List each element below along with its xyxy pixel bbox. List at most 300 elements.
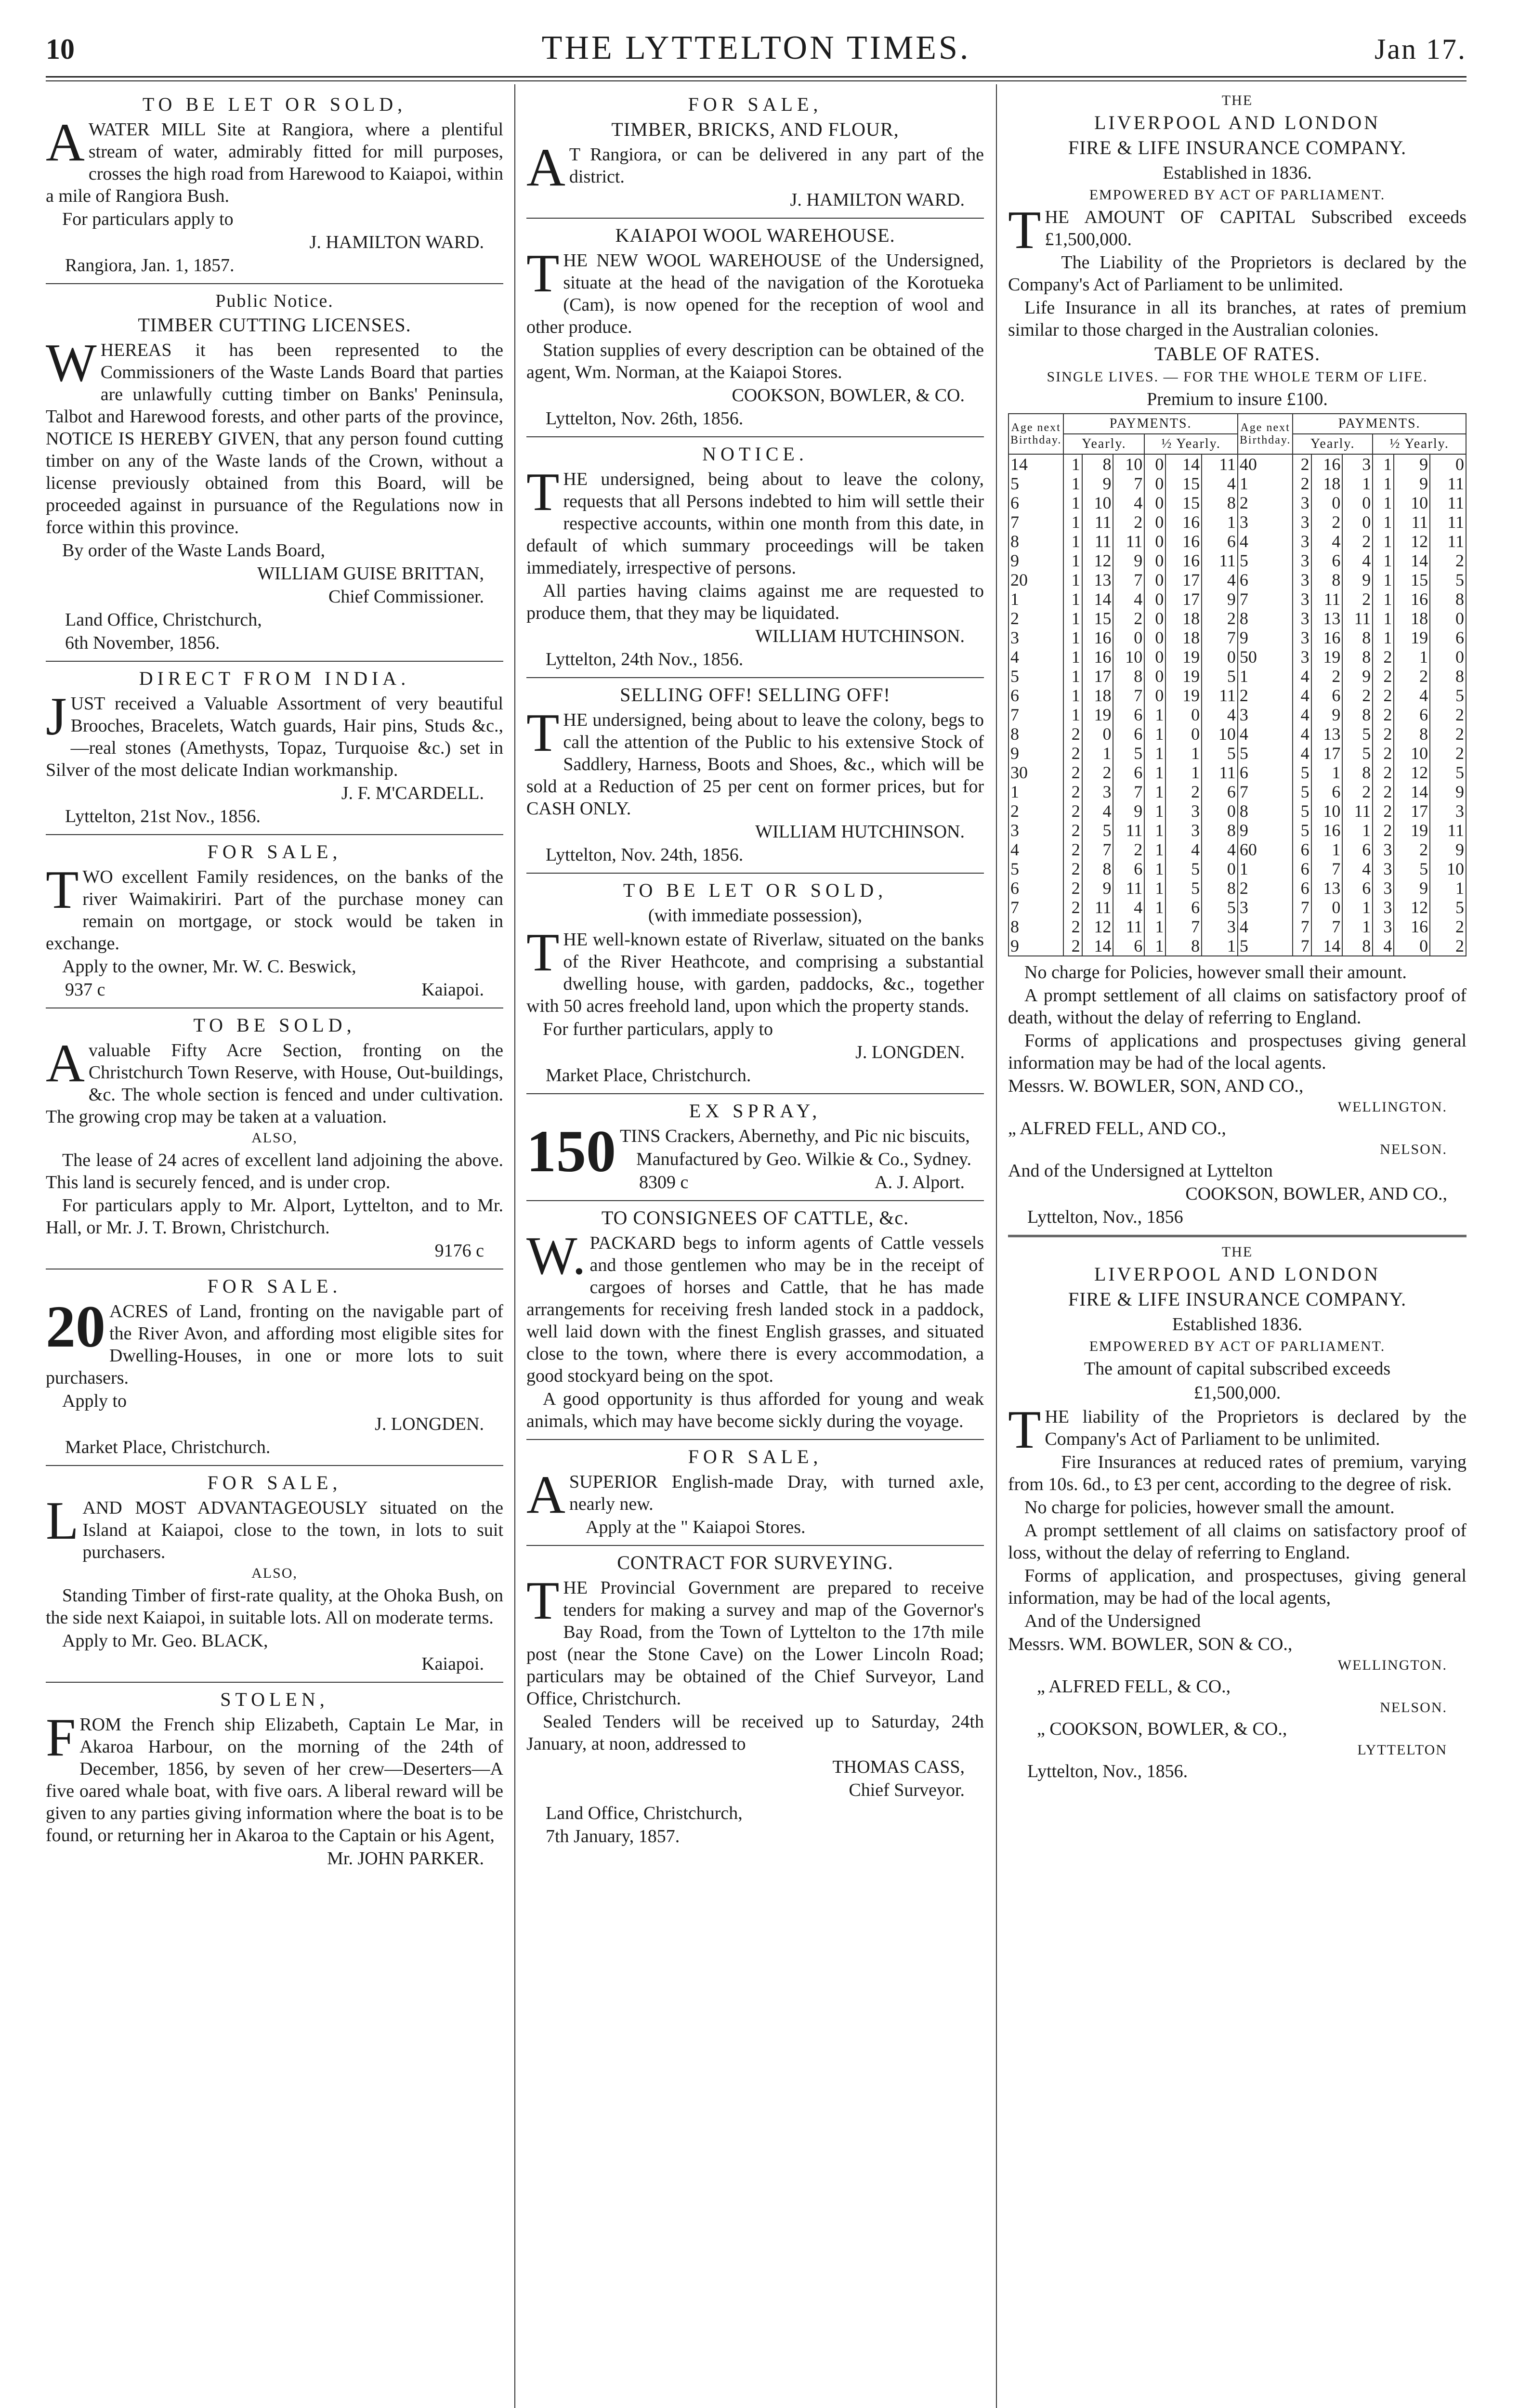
rate-cell: 4	[1082, 801, 1113, 821]
agent-line: Messrs. WM. BOWLER, SON & CO.,	[1008, 1634, 1293, 1654]
rate-cell: 9	[1430, 782, 1466, 801]
rate-cell: 0	[1144, 686, 1165, 705]
rate-cell: 1	[1082, 744, 1113, 763]
rates-row	[1008, 782, 1466, 801]
age-cell: 1	[1238, 667, 1293, 686]
ad-date: Market Place, Christchurch.	[546, 1065, 751, 1086]
rate-cell: 5	[1113, 744, 1144, 763]
rate-cell: 3	[1430, 801, 1466, 821]
rate-cell: 0	[1144, 551, 1165, 570]
age-cell: 8	[1008, 917, 1063, 936]
age-cell: 14	[1008, 454, 1063, 474]
drop-cap: T	[46, 860, 79, 920]
rate-cell: 14	[1394, 551, 1430, 570]
rate-cell: 1	[1063, 705, 1082, 724]
ad-date: Land Office, Christchurch,	[65, 610, 262, 630]
rate-cell: 1	[1144, 859, 1165, 878]
rate-cell: 11	[1082, 898, 1113, 917]
ad-paragraph: No charge for policies, however small the amount.	[1024, 1497, 1395, 1518]
rate-cell: 1	[1063, 609, 1082, 628]
rate-cell: 13	[1082, 570, 1113, 589]
rate-cell: 19	[1082, 705, 1113, 724]
ad-signature: COOKSON, BOWLER, & CO.	[732, 385, 965, 406]
advertisement	[526, 93, 984, 211]
rates-row	[1008, 647, 1466, 667]
age-cell: 6	[1238, 570, 1293, 589]
rate-cell: 16	[1394, 917, 1430, 936]
advertisement	[46, 290, 503, 654]
rate-cell: 4	[1165, 840, 1202, 859]
ad-paragraph: For particulars apply to	[62, 209, 234, 229]
age-cell: 20	[1008, 570, 1063, 589]
rate-cell: 5	[1293, 763, 1311, 782]
rate-cell: 14	[1311, 936, 1343, 956]
rate-cell: 1	[1373, 609, 1394, 628]
rate-cell: 1	[1373, 512, 1394, 532]
rate-cell: 9	[1202, 589, 1238, 609]
age-cell: 1	[1008, 782, 1063, 801]
rates-row	[1008, 801, 1466, 821]
rate-cell: 16	[1165, 532, 1202, 551]
rate-cell: 5	[1430, 763, 1466, 782]
ad-subtitle: (with immediate possession),	[648, 905, 863, 926]
rate-cell: 0	[1165, 705, 1202, 724]
separator	[526, 677, 984, 678]
age-cell: 60	[1238, 840, 1293, 859]
ad-title: TIMBER CUTTING LICENSES.	[138, 314, 411, 336]
rates-row	[1008, 878, 1466, 898]
ad-title: CONTRACT FOR SURVEYING.	[617, 1552, 893, 1573]
ad-date: Market Place, Christchurch.	[65, 1437, 271, 1457]
rate-cell: 3	[1293, 493, 1311, 512]
rate-cell: 6	[1430, 628, 1466, 647]
ad-paragraph: The lease of 24 acres of excellent land adjoining the above. This land is securely fenced, and is under crop.	[46, 1150, 503, 1192]
ad-signature: WILLIAM HUTCHINSON.	[755, 626, 965, 646]
advertisement	[526, 443, 984, 670]
rate-cell: 1	[1144, 724, 1165, 744]
rate-cell: 8	[1430, 667, 1466, 686]
payments-header: PAYMENTS.	[1293, 414, 1466, 434]
rate-cell: 11	[1311, 589, 1343, 609]
rate-cell: 2	[1373, 686, 1394, 705]
rate-cell: 5	[1430, 686, 1466, 705]
ad-also: ALSO,	[251, 1565, 298, 1581]
rate-cell: 8	[1202, 821, 1238, 840]
advertisement	[526, 1552, 984, 1847]
rate-cell: 1	[1373, 551, 1394, 570]
rate-cell: 1	[1394, 647, 1430, 667]
age-cell: 7	[1008, 705, 1063, 724]
rate-cell: 16	[1082, 647, 1113, 667]
rate-cell: 1	[1144, 878, 1165, 898]
newspaper-title: THE LYTTELTON TIMES.	[541, 29, 971, 66]
rate-cell: 1	[1373, 454, 1394, 474]
payments-header: PAYMENTS.	[1063, 414, 1238, 434]
ad-pretitle: THE	[1221, 1244, 1253, 1260]
agent-line: Messrs. W. BOWLER, SON, AND CO.,	[1008, 1076, 1304, 1096]
table-subtitle: SINGLE LIVES. — FOR THE WHOLE TERM OF LIFE.	[1047, 369, 1428, 385]
rate-cell: 1	[1144, 801, 1165, 821]
rate-cell: 6	[1311, 551, 1343, 570]
separator	[526, 1093, 984, 1094]
drop-cap: T	[1008, 1400, 1041, 1460]
rate-cell: 3	[1293, 551, 1311, 570]
ad-paragraph: A good opportunity is thus afforded for young and weak animals, which may have become sickly during the voyage.	[526, 1389, 984, 1431]
ad-paragraph: Standing Timber of first-rate quality, at the Ohoka Bush, on the side next Kaiapoi, in suitable lots. All on moderate terms.	[46, 1585, 503, 1628]
rate-cell: 4	[1293, 686, 1311, 705]
ad-place: A. J. Alport.	[875, 1172, 965, 1192]
agent-line: „ ALFRED FELL, AND CO.,	[1008, 1118, 1226, 1139]
ad-title: FOR SALE.	[207, 1275, 342, 1297]
rate-cell: 1	[1430, 878, 1466, 898]
rate-cell: 1	[1311, 763, 1343, 782]
rate-cell: 1	[1063, 474, 1082, 493]
ad-title: STOLEN,	[220, 1688, 329, 1710]
advertisement	[46, 667, 503, 827]
rate-cell: 0	[1165, 724, 1202, 744]
rates-row	[1008, 898, 1466, 917]
rate-cell: 15	[1165, 474, 1202, 493]
rate-cell: 1	[1342, 474, 1373, 493]
rate-cell: 9	[1394, 474, 1430, 493]
age-cell: 3	[1008, 821, 1063, 840]
rate-cell: 0	[1144, 454, 1165, 474]
rate-cell: 14	[1165, 454, 1202, 474]
rate-cell: 0	[1144, 532, 1165, 551]
ad-signature: J. HAMILTON WARD.	[790, 190, 965, 210]
rate-cell: 19	[1165, 647, 1202, 667]
drop-cap: A	[46, 113, 85, 172]
ad-title: FOR SALE,	[207, 841, 342, 863]
rate-cell: 4	[1394, 686, 1430, 705]
ad-signature: WILLIAM GUISE BRITTAN,	[257, 563, 484, 584]
rate-cell: 2	[1373, 821, 1394, 840]
ad-signature: COOKSON, BOWLER, AND CO.,	[1185, 1184, 1447, 1204]
ad-paragraph: HE Provincial Government are prepared to receive tenders for making a survey and map of the Governor's Bay Road, from the Town of Lyttelton to the 17th mile post (near the Stone Cave) on the Lower Lincoln Road; particulars may be obtained of the Chief Surveyor, Land Office, Christchurch.	[526, 1578, 984, 1709]
rate-cell: 2	[1373, 724, 1394, 744]
agent-place: WELLINGTON.	[1337, 1099, 1447, 1115]
rate-cell: 1	[1144, 821, 1165, 840]
rate-cell: 19	[1311, 647, 1343, 667]
rate-cell: 11	[1113, 917, 1144, 936]
ad-paragraph: T Rangiora, or can be delivered in any part of the district.	[569, 144, 984, 187]
ad-footer	[46, 1240, 503, 1262]
rate-cell: 1	[1063, 493, 1082, 512]
rate-cell: 2	[1293, 454, 1311, 474]
ad-capital: The amount of capital subscribed exceeds	[1084, 1359, 1391, 1379]
rate-cell: 3	[1373, 878, 1394, 898]
rate-cell: 4	[1113, 589, 1144, 609]
rate-cell: 11	[1113, 878, 1144, 898]
rates-row	[1008, 589, 1466, 609]
rates-row	[1008, 821, 1466, 840]
ad-paragraph: AND MOST ADVANTAGEOUSLY situated on the Island at Kaiapoi, close to the town, in lots to suit purchasers.	[82, 1498, 503, 1562]
rate-cell: 7	[1082, 840, 1113, 859]
rate-cell: 1	[1063, 628, 1082, 647]
rate-cell: 4	[1293, 705, 1311, 724]
rate-cell: 1	[1063, 512, 1082, 532]
rate-cell: 7	[1202, 628, 1238, 647]
yearly-header: Yearly.	[1293, 434, 1373, 454]
ad-paragraph: ACRES of Land, fronting on the navigable part of the River Avon, and affording most eligible sites for Dwelling-Houses, in one or more lots to suit purchasers.	[46, 1301, 503, 1388]
ad-title-2: FIRE & LIFE INSURANCE COMPANY.	[1068, 137, 1407, 158]
rate-cell: 16	[1165, 512, 1202, 532]
rate-cell: 5	[1082, 821, 1113, 840]
rate-cell: 1	[1342, 917, 1373, 936]
column-divider	[514, 84, 515, 2408]
rate-cell: 3	[1082, 782, 1113, 801]
rate-cell: 2	[1202, 609, 1238, 628]
rate-cell: 18	[1165, 628, 1202, 647]
drop-cap: T	[526, 703, 560, 763]
rates-row	[1008, 551, 1466, 570]
age-cell: 50	[1238, 647, 1293, 667]
age-cell: 2	[1008, 801, 1063, 821]
agent-place: NELSON.	[1380, 1141, 1447, 1157]
rate-cell: 1	[1342, 821, 1373, 840]
rate-cell: 13	[1311, 609, 1343, 628]
rate-cell: 15	[1165, 493, 1202, 512]
rate-cell: 11	[1430, 532, 1466, 551]
rate-cell: 1	[1202, 936, 1238, 956]
separator	[46, 283, 503, 284]
ad-title-2: TIMBER, BRICKS, AND FLOUR,	[611, 118, 899, 140]
rate-cell: 1	[1202, 512, 1238, 532]
rate-cell: 8	[1082, 454, 1113, 474]
rate-cell: 18	[1165, 609, 1202, 628]
age-cell: 1	[1008, 589, 1063, 609]
rate-cell: 19	[1394, 628, 1430, 647]
rate-cell: 10	[1394, 493, 1430, 512]
separator	[526, 1200, 984, 1201]
rate-cell: 4	[1202, 705, 1238, 724]
rate-cell: 1	[1063, 667, 1082, 686]
rate-cell: 2	[1373, 647, 1394, 667]
rate-cell: 15	[1394, 570, 1430, 589]
rate-cell: 1	[1373, 532, 1394, 551]
rate-cell: 0	[1144, 647, 1165, 667]
age-cell: 3	[1008, 628, 1063, 647]
ad-title: EX SPRAY,	[689, 1100, 822, 1122]
rate-cell: 4	[1342, 551, 1373, 570]
ad-empowered: EMPOWERED BY ACT OF PARLIAMENT.	[1089, 187, 1386, 203]
rate-cell: 9	[1394, 454, 1430, 474]
rates-row	[1008, 840, 1466, 859]
ad-signature: J. F. M'CARDELL.	[341, 783, 484, 803]
rate-cell: 6	[1113, 724, 1144, 744]
rate-cell: 7	[1113, 782, 1144, 801]
rate-cell: 12	[1394, 763, 1430, 782]
rate-cell: 0	[1394, 936, 1430, 956]
rate-cell: 10	[1082, 493, 1113, 512]
age-cell: 3	[1238, 705, 1293, 724]
age-cell: 2	[1238, 686, 1293, 705]
rate-cell: 1	[1144, 763, 1165, 782]
rate-cell: 1	[1165, 763, 1202, 782]
rate-cell: 0	[1202, 859, 1238, 878]
ad-paragraph: Apply to	[62, 1391, 127, 1411]
ad-signature: J. LONGDEN.	[855, 1042, 965, 1062]
rate-cell: 11	[1430, 821, 1466, 840]
ad-date: Land Office, Christchurch,	[546, 1803, 743, 1823]
rate-cell: 2	[1063, 859, 1082, 878]
rate-cell: 8	[1082, 859, 1113, 878]
rate-cell: 2	[1063, 724, 1082, 744]
ad-paragraph: Station supplies of every description can be obtained of the agent, Wm. Norman, at the Kaiapoi Stores.	[526, 340, 984, 382]
age-cell: 9	[1238, 821, 1293, 840]
rate-cell: 1	[1144, 840, 1165, 859]
rate-cell: 0	[1430, 454, 1466, 474]
ad-paragraph: valuable Fifty Acre Section, fronting on the Christchurch Town Reserve, with House, Out-buildings, &c. The whole section is fenced and under cultivation. The growing crop may be taken at a valuation.	[46, 1040, 503, 1127]
rate-cell: 2	[1063, 801, 1082, 821]
ad-paragraph: Sealed Tenders will be received up to Saturday, 24th January, at noon, addressed to	[526, 1712, 984, 1754]
drop-cap: T	[1008, 200, 1041, 260]
rate-cell: 6	[1202, 532, 1238, 551]
age-cell: 6	[1008, 686, 1063, 705]
rate-cell: 0	[1144, 474, 1165, 493]
rate-cell: 0	[1202, 647, 1238, 667]
rate-cell: 9	[1082, 474, 1113, 493]
ad-paragraph: And of the Undersigned	[1024, 1611, 1201, 1631]
rate-cell: 4	[1202, 474, 1238, 493]
rate-cell: 1	[1144, 917, 1165, 936]
rate-cell: 2	[1063, 744, 1082, 763]
rate-cell: 6	[1311, 686, 1343, 705]
rates-row	[1008, 936, 1466, 956]
ad-reference: 8309 c	[639, 1172, 689, 1192]
rate-cell: 9	[1342, 570, 1373, 589]
ad-paragraph: Apply to Mr. Geo. BLACK,	[62, 1631, 268, 1651]
rate-cell: 5	[1430, 570, 1466, 589]
ad-paragraph: Apply to the owner, Mr. W. C. Beswick,	[62, 956, 356, 977]
rate-cell: 10	[1311, 801, 1343, 821]
rate-cell: 11	[1082, 532, 1113, 551]
page-number: 10	[46, 33, 75, 65]
age-cell: 8	[1238, 609, 1293, 628]
rate-cell: 1	[1373, 570, 1394, 589]
ad-title: SELLING OFF! SELLING OFF!	[620, 684, 890, 706]
rate-cell: 5	[1342, 724, 1373, 744]
rate-cell: 2	[1063, 936, 1082, 956]
rate-cell: 7	[1293, 917, 1311, 936]
age-cell: 5	[1238, 551, 1293, 570]
ad-established: Established in 1836.	[1163, 163, 1312, 183]
ad-paragraph: Manufactured by Geo. Wilkie & Co., Sydney.	[636, 1149, 972, 1169]
advertisement	[526, 224, 984, 430]
advertisement	[46, 93, 503, 276]
age-cell: 8	[1008, 532, 1063, 551]
rate-cell: 16	[1311, 454, 1343, 474]
age-cell: 7	[1238, 589, 1293, 609]
half-yearly-header: ½ Yearly.	[1373, 434, 1466, 454]
rates-row	[1008, 686, 1466, 705]
ad-date: Lyttelton, 24th Nov., 1856.	[546, 649, 744, 669]
rate-cell: 2	[1373, 744, 1394, 763]
rate-cell: 19	[1165, 667, 1202, 686]
rate-cell: 19	[1394, 821, 1430, 840]
drop-cap: L	[46, 1491, 79, 1551]
rate-cell: 2	[1113, 840, 1144, 859]
ad-date: Lyttelton, 21st Nov., 1856.	[65, 806, 261, 826]
rate-cell: 1	[1063, 532, 1082, 551]
rate-cell: 5	[1165, 859, 1202, 878]
ad-paragraph: For further particulars, apply to	[543, 1019, 773, 1039]
age-cell: 2	[1238, 493, 1293, 512]
rate-cell: 6	[1202, 782, 1238, 801]
rate-cell: 1	[1063, 589, 1082, 609]
age-cell: 8	[1238, 801, 1293, 821]
rate-cell: 2	[1082, 763, 1113, 782]
rate-cell: 18	[1082, 686, 1113, 705]
rate-cell: 8	[1394, 724, 1430, 744]
rate-cell: 1	[1165, 744, 1202, 763]
ad-place: Kaiapoi.	[421, 1654, 484, 1674]
rate-cell: 0	[1430, 647, 1466, 667]
advertisement	[526, 1100, 984, 1193]
age-cell: 6	[1008, 878, 1063, 898]
age-cell: 6	[1238, 763, 1293, 782]
rate-cell: 9	[1113, 551, 1144, 570]
separator	[526, 218, 984, 219]
ad-title: FOR SALE,	[688, 1446, 823, 1467]
rate-cell: 1	[1063, 551, 1082, 570]
rate-cell: 7	[1113, 686, 1144, 705]
rate-cell: 4	[1202, 840, 1238, 859]
rate-cell: 8	[1311, 570, 1343, 589]
column-3	[1008, 92, 1467, 2403]
rate-cell: 0	[1144, 512, 1165, 532]
ad-reference: 937 c	[65, 980, 105, 1000]
rate-cell: 16	[1311, 628, 1343, 647]
age-cell: 7	[1008, 898, 1063, 917]
rate-cell: 2	[1113, 609, 1144, 628]
rate-cell: 1	[1063, 454, 1082, 474]
rate-cell: 9	[1113, 801, 1144, 821]
rates-row	[1008, 570, 1466, 589]
ad-paragraph: The Liability of the Proprietors is declared by the Company's Act of Parliament to be unlimited.	[1008, 252, 1467, 295]
rates-row	[1008, 493, 1466, 512]
age-cell: 9	[1008, 744, 1063, 763]
rates-row	[1008, 705, 1466, 724]
agent-place: NELSON.	[1380, 1700, 1447, 1715]
agent-place: WELLINGTON.	[1337, 1657, 1447, 1673]
rate-cell: 16	[1394, 589, 1430, 609]
rate-cell: 5	[1165, 878, 1202, 898]
rate-cell: 2	[1430, 705, 1466, 724]
rate-cell: 0	[1082, 724, 1113, 744]
drop-cap: T	[526, 244, 560, 303]
advertisement	[526, 879, 984, 1086]
rate-cell: 17	[1082, 667, 1113, 686]
separator	[526, 873, 984, 874]
rate-cell: 7	[1311, 859, 1343, 878]
rate-cell: 17	[1165, 589, 1202, 609]
rate-cell: 0	[1342, 512, 1373, 532]
yearly-header: Yearly.	[1063, 434, 1144, 454]
rate-cell: 11	[1113, 532, 1144, 551]
rate-cell: 0	[1342, 493, 1373, 512]
rate-cell: 4	[1293, 667, 1311, 686]
rate-cell: 10	[1202, 724, 1238, 744]
rate-cell: 5	[1293, 821, 1311, 840]
rate-cell: 19	[1165, 686, 1202, 705]
ad-title: KAIAPOI WOOL WAREHOUSE.	[615, 224, 895, 246]
separator	[526, 1439, 984, 1440]
rate-cell: 2	[1063, 917, 1082, 936]
rate-cell: 3	[1293, 589, 1311, 609]
rate-cell: 1	[1342, 898, 1373, 917]
ad-pretitle: THE	[1221, 92, 1253, 108]
